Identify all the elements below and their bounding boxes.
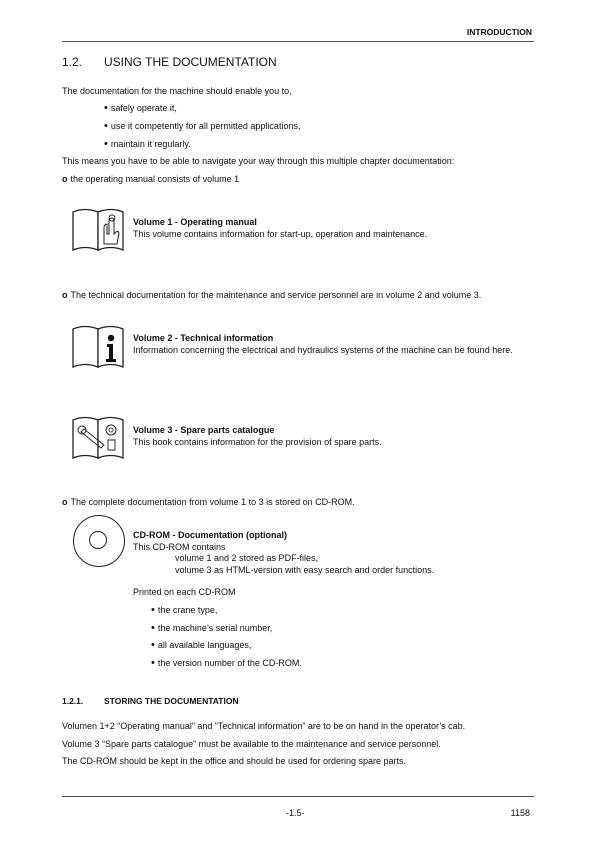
cd-bullet: • the crane type, xyxy=(151,605,217,617)
cd-bullet: • the machine’s serial number, xyxy=(151,623,272,635)
intro-bullet: • maintain it regularly. xyxy=(104,139,191,151)
document-number: 1158 xyxy=(510,808,530,818)
cd-bullet: • the version number of the CD-ROM. xyxy=(151,658,302,670)
cd-line: volume 1 and 2 stored as PDF-files, xyxy=(175,553,319,564)
cd-bullet: • all available languages, xyxy=(151,640,251,652)
cd-note: o The complete documentation from volume 1 to 3 is stored on CD-ROM. xyxy=(62,497,355,509)
intro-text: The documentation for the machine should enable you to, xyxy=(62,86,292,96)
cd-line: volume 3 as HTML-version with easy search and order functions. xyxy=(175,565,435,576)
section-number: 1.2. xyxy=(62,55,83,69)
storing-text: The CD-ROM should be kept in the office and should be used for ordering spare parts. xyxy=(62,756,407,766)
intro-bullet: • safely operate it, xyxy=(104,103,177,115)
cd-line: This CD-ROM contains xyxy=(133,541,226,552)
subsection-heading xyxy=(62,696,239,707)
page-number: -1.5- xyxy=(286,808,305,818)
subsection-number: 1.2.1. xyxy=(62,696,84,706)
volume1-title: Volume 1 - Operating manual xyxy=(133,217,257,227)
volume3-title: Volume 3 - Spare parts catalogue xyxy=(133,425,275,435)
navigate-text: This means you have to be able to navigate your way through this multiple chapter documentation: xyxy=(62,156,455,166)
technical-note: o The technical documentation for the maintenance and service personnel are in volume 2 and volume 3. xyxy=(62,290,481,302)
cd-title: CD-ROM - Documentation (optional) xyxy=(133,530,287,540)
cd-block xyxy=(133,530,535,577)
intro-bullet: • use it competently for all permitted applications, xyxy=(104,121,300,133)
footer-rule xyxy=(62,796,534,797)
parts-book-icon xyxy=(71,414,125,460)
section-heading xyxy=(62,55,277,71)
cd-rom-hole xyxy=(89,531,107,549)
volume3-block xyxy=(133,425,535,448)
hand-book-icon xyxy=(71,206,125,252)
volume2-title: Volume 2 - Technical information xyxy=(133,333,274,343)
section-title: USING THE DOCUMENTATION xyxy=(104,55,277,69)
volume2-block xyxy=(133,333,535,356)
storing-text: Volume 3 “Spare parts catalogue” must be available to the maintenance and service personnel. xyxy=(62,739,441,749)
subsection-title: STORING THE DOCUMENTATION xyxy=(104,696,239,706)
header-rule xyxy=(62,41,534,42)
volume2-text: Information concerning the electrical and hydraulics systems of the machine can be found here. xyxy=(133,344,513,355)
cd-printed: Printed on each CD-ROM xyxy=(133,587,236,597)
header-title: INTRODUCTION xyxy=(466,27,532,37)
storing-text: Volumen 1+2 “Operating manual” and “Technical information” are to be on hand in the operator’s cab. xyxy=(62,721,466,731)
volume1-block xyxy=(133,217,535,240)
info-book-icon xyxy=(71,323,125,369)
operating-note: o the operating manual consists of volume 1 xyxy=(62,174,239,186)
volume1-text: This volume contains information for start-up, operation and maintenance. xyxy=(133,228,428,239)
volume3-text: This book contains information for the provision of spare parts. xyxy=(133,436,382,447)
